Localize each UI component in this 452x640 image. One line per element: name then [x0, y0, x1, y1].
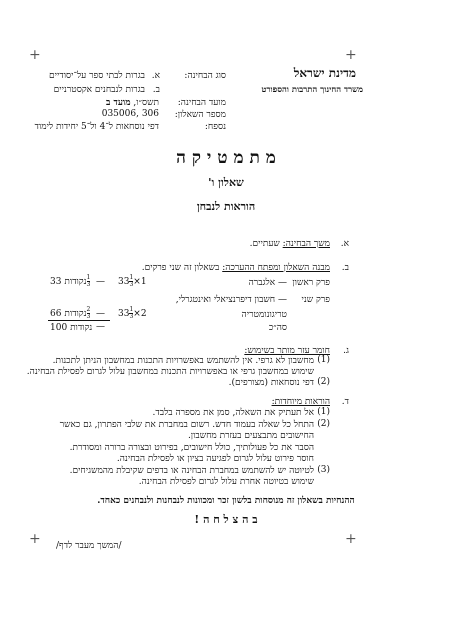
structure-value: בשאלון זה שני פרקים. — [141, 263, 220, 273]
section-b — [142, 262, 330, 273]
instruction-3: לטיוטה יש להשתמש במחברת הבחינה או בדפים שקיבלת מהמשגיחים. — [69, 466, 314, 476]
exam-date-prefix: תשס״ו, — [133, 98, 159, 108]
part-2-calc: 33 $\frac{1}{3}$ ×2 — [118, 306, 147, 320]
registration-mark-top-left: + — [29, 47, 41, 63]
subject-title: מ ת מ ט י ק ה — [176, 148, 276, 168]
instruction-1-num: (1) — [317, 407, 330, 417]
exam-type-label: סוג הבחינה: — [184, 71, 226, 81]
continued-overleaf: /המשך מעבר לדף/ — [56, 541, 122, 551]
part-2-dash: — — [96, 309, 105, 319]
part-1-topic: — אלגברה — [248, 278, 287, 288]
exam-number-value: 306 ,035006 — [101, 109, 159, 119]
part-2-label: פרק שני — [301, 295, 330, 305]
state-title: מדינת ישראל — [293, 66, 356, 80]
exam-type-b: בגרות לנבחנים אקסטרניים — [53, 85, 145, 95]
aid-1: מחשבון לא גרפי. אין להשתמש באפשרויות התכנות במחשבון הניתן לתכנות. — [52, 356, 314, 366]
gender-note: ההנחיות בשאלון זה מנוסחות בלשון זכר ומכוונות לנבחנות ולנבחנים כאחד. — [97, 496, 355, 506]
part-2-topic-cont: טריגונומטריה — [241, 310, 287, 320]
instruction-2: התחל כל שאלה בעמוד חדש. רשום במחברת את שלבי הפתרון, גם כאשר — [59, 420, 314, 430]
section-b-letter: ב. — [341, 263, 349, 273]
exam-type-a-letter: א. — [151, 71, 160, 81]
part-1-label: פרק ראשון — [292, 278, 330, 288]
section-a — [250, 238, 330, 249]
exam-type-b-letter: ב. — [152, 85, 160, 95]
instruction-2-explain: הסבר את כל פעולותיך, כולל חישובים, בפירוט ובצורה ברורה ומסודרת. — [69, 443, 314, 453]
instructions-title: הוראות לנבחן — [196, 200, 256, 213]
structure-label: מבנה השאלון ומפתח ההערכה: — [222, 263, 330, 273]
exam-date-value — [106, 97, 159, 108]
part-1-dash: — — [96, 277, 105, 287]
section-c-letter: ג. — [343, 346, 349, 356]
instruction-1: אל תעתיק את השאלה, סמן את מספרה בלבד. — [152, 408, 314, 418]
duration-value: שעתיים. — [249, 239, 280, 249]
sum-label: סה״כ — [268, 323, 287, 333]
part-1-calc: 33 $\frac{1}{3}$ ×1 — [118, 274, 147, 288]
instruction-3-num: (3) — [317, 465, 330, 475]
part-2-topic: — חשבון דיפרנציאלי ואינטגרלי, — [175, 295, 287, 305]
instruction-3-warning: שימוש בטיוטה אחרת עלול לגרום לפסילת הבחינה. — [138, 477, 314, 487]
sum-divider — [48, 320, 110, 321]
aid-2-num: (2) — [317, 377, 330, 387]
sum-total: נקודות 100 — [50, 323, 93, 333]
part-1-total: נקודות 33 $\frac{1}{3}$ — [50, 274, 91, 288]
ministry-title: משרד החינוך התרבות והספורט — [261, 84, 363, 94]
aid-1-warning: שימוש במחשבון גרפי או באפשרויות התכנות במחשבון עלול לגרום לפסילת הבחינה. — [26, 367, 314, 377]
registration-mark-bottom-right: + — [345, 531, 357, 547]
date-label: מועד הבחינה: — [177, 98, 226, 108]
exam-date-session: מועד ב — [106, 98, 131, 108]
instruction-2-num: (2) — [317, 419, 330, 429]
aid-1-num: (1) — [317, 355, 330, 365]
exam-type-a: בגרות לבתי ספר על־יסודיים — [49, 71, 145, 81]
special-instructions-label: הוראות מיוחדות: — [271, 397, 330, 407]
appendix-value: דפי נוסחאות ל־4 ול־5 יחידות לימוד — [34, 122, 159, 132]
sum-dash: — — [96, 322, 105, 332]
instruction-2-cont: החישובים מתבצעים בעזרת מחשבון. — [187, 431, 314, 441]
aids-label: חומר עזר מותר בשימוש: — [244, 346, 330, 356]
good-luck: ב ה צ ל ח ה ! — [194, 513, 258, 526]
part-2-total: נקודות 66 $\frac{2}{3}$ — [50, 306, 91, 320]
section-a-letter: א. — [340, 239, 349, 249]
duration-label: משך הבחינה: — [282, 239, 330, 249]
aid-2: דפי נוסחאות (מצורפים). — [228, 378, 314, 388]
questionnaire-title: שאלון ו' — [208, 176, 244, 189]
registration-mark-bottom-left: + — [29, 531, 41, 547]
number-label: מספר השאלון: — [174, 110, 226, 120]
appendix-label: נספח: — [204, 122, 226, 132]
instruction-2-warning: חוסר פירוט עלול לגרום לפגיעה בציון או לפסילת הבחינה. — [116, 454, 314, 464]
section-d-letter: ד. — [341, 397, 349, 407]
registration-mark-top-right: + — [345, 47, 357, 63]
